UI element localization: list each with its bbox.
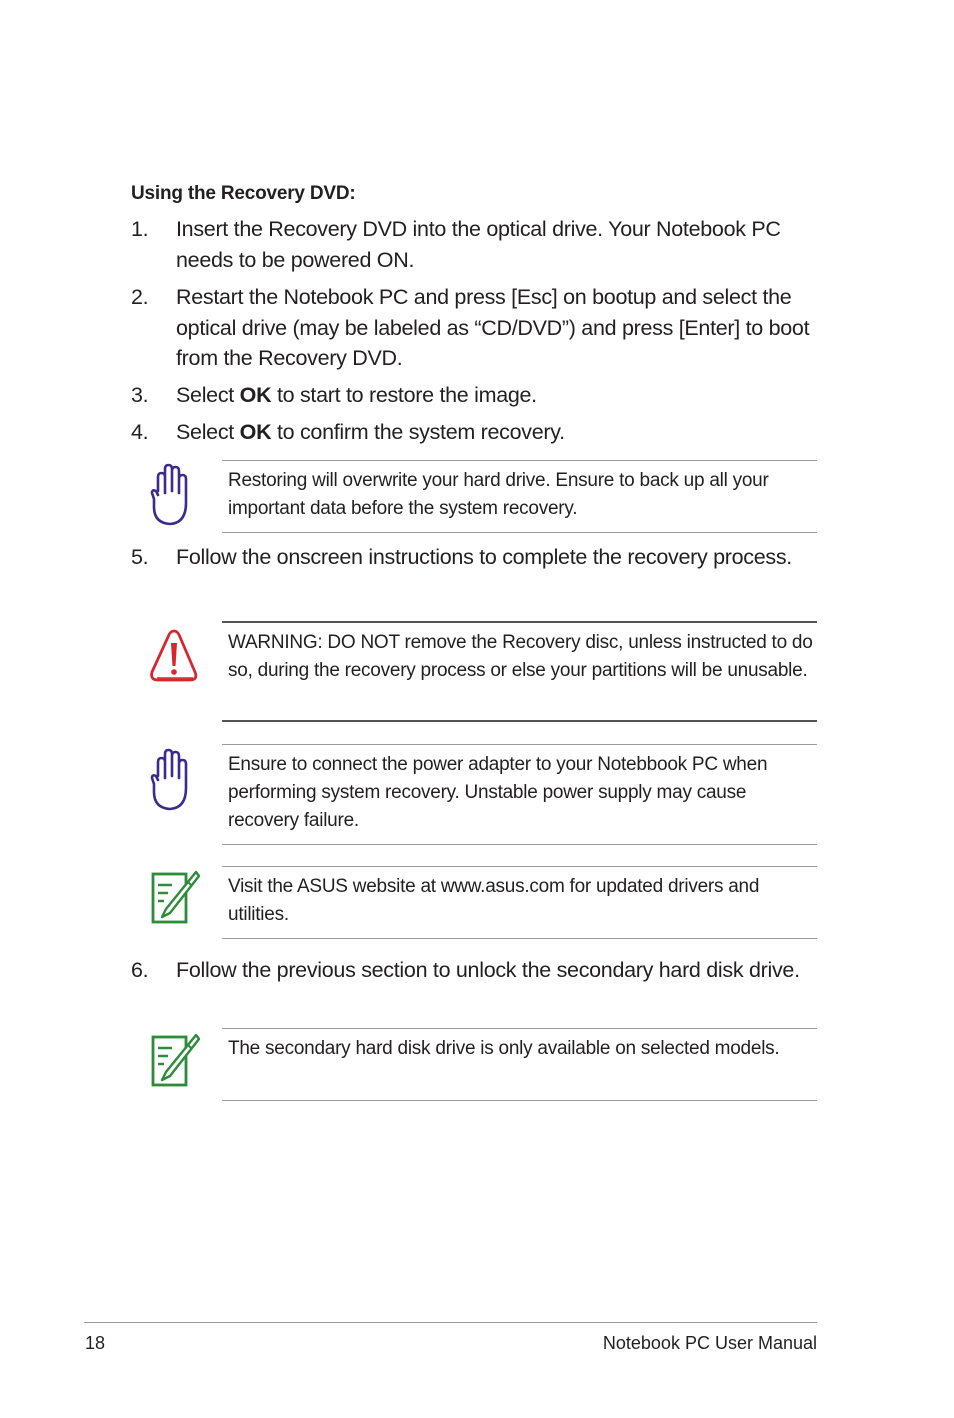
step-text-post: to confirm the system recovery. (271, 420, 565, 444)
warning-triangle-icon (149, 628, 199, 686)
caution-note (222, 744, 817, 845)
step-number: 5. (131, 545, 149, 569)
section-heading: Using the Recovery DVD: (131, 183, 356, 204)
footer-divider (84, 1322, 817, 1323)
page-number: 18 (85, 1333, 106, 1353)
step-number: 4. (131, 420, 149, 444)
step-number: 6. (131, 958, 149, 982)
manual-title: Notebook PC User Manual (602, 1333, 817, 1353)
step-text (176, 380, 821, 411)
note-pencil-icon (150, 1032, 200, 1088)
note-pencil-icon (150, 869, 200, 925)
note-text: Visit the ASUS website at www.asus.com for updated drivers and utilities. (228, 876, 760, 925)
step-text (176, 417, 821, 448)
step-text: Insert the Recovery DVD into the optical drive. Your Notebook PC needs to be powered ON. (176, 217, 781, 272)
note-text: Restoring will overwrite your hard drive. Ensure to back up all your important data before the system recovery. (228, 470, 769, 519)
warning-note (222, 621, 817, 722)
ok-keyword: OK (239, 383, 272, 407)
hand-stop-icon (150, 463, 192, 527)
hand-stop-icon (150, 748, 192, 812)
step-item (131, 282, 821, 374)
ok-keyword: OK (239, 420, 272, 444)
step-text: Restart the Notebook PC and press [Esc] on bootup and select the optical drive (may be labeled as “CD/DVD”) and press [Enter] to boot from the Recovery DVD. (176, 285, 810, 370)
step-item (131, 214, 821, 275)
note-text: Ensure to connect the power adapter to your Notebbook PC when performing system recovery. Unstable power supply may cause recovery failure. (228, 754, 768, 831)
step-text: Follow the onscreen instructions to complete the recovery process. (176, 545, 792, 569)
step-item (131, 380, 821, 411)
note-text: The secondary hard disk drive is only available on selected models. (228, 1038, 780, 1059)
step-number: 2. (131, 285, 149, 309)
note-text: WARNING: DO NOT remove the Recovery disc, unless instructed to do so, during the recovery process or else your partitions will be unusable. (228, 632, 813, 681)
step-text-pre: Select (176, 420, 240, 444)
step-item (131, 542, 821, 573)
step-item (131, 955, 821, 986)
info-note (222, 866, 817, 939)
step-number: 3. (131, 383, 149, 407)
info-note (222, 1028, 817, 1101)
step-text-post: to start to restore the image. (271, 383, 537, 407)
caution-note (222, 460, 817, 533)
step-text-pre: Select (176, 383, 240, 407)
step-number: 1. (131, 217, 149, 241)
step-text: Follow the previous section to unlock the secondary hard disk drive. (176, 958, 800, 982)
step-item (131, 417, 821, 448)
